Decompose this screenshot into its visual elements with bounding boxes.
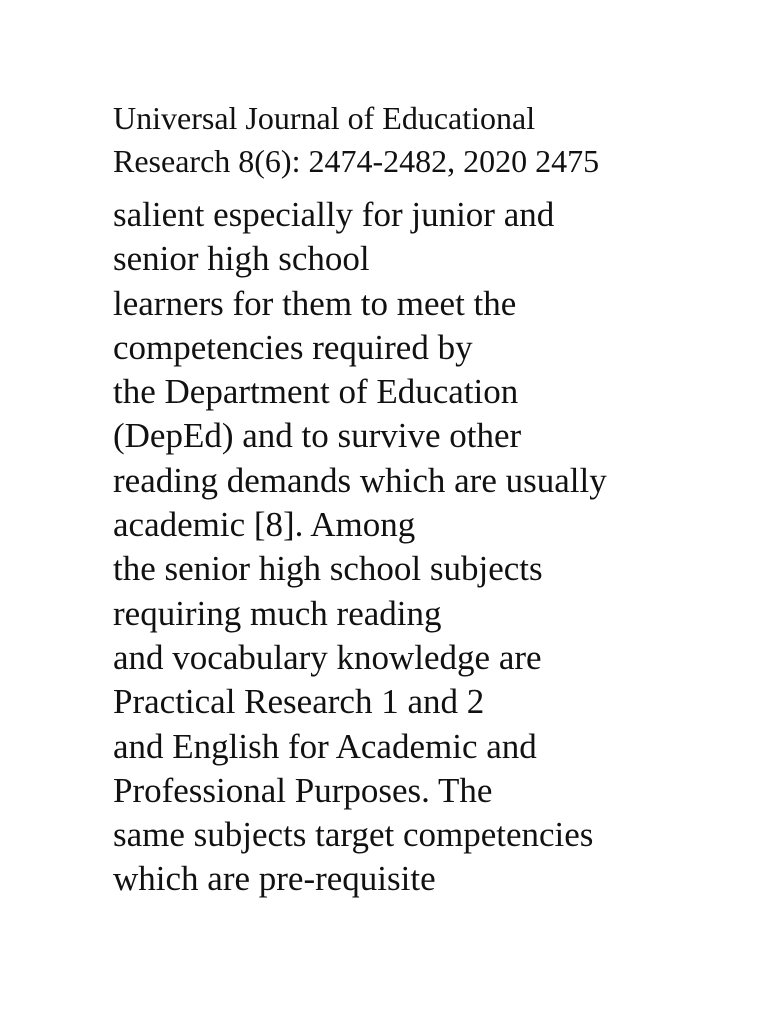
body-line: the senior high school subjects <box>113 549 543 589</box>
header-line: Universal Journal of Educational <box>113 100 536 136</box>
body-line: (DepEd) and to survive other <box>113 416 522 456</box>
body-line: same subjects target competencies <box>113 815 594 855</box>
body-line: and vocabulary knowledge are <box>113 637 542 677</box>
body-line: learners for them to meet the <box>113 283 517 323</box>
body-line: Professional Purposes. The <box>113 770 493 810</box>
body-line: which are pre-requisite <box>113 859 436 899</box>
body-line: competencies required by <box>113 327 473 367</box>
body-line: salient especially for junior and <box>113 195 555 234</box>
body-line: academic [8]. Among <box>113 505 416 545</box>
body-line: Practical Research 1 and 2 <box>113 682 485 722</box>
journal-header <box>113 97 733 183</box>
header-line: Research 8(6): 2474-2482, 2020 2475 <box>113 143 600 179</box>
body-line: reading demands which are usually <box>113 460 607 500</box>
body-paragraph <box>113 193 753 902</box>
body-line: and English for Academic and <box>113 726 537 766</box>
body-line: senior high school <box>113 239 370 279</box>
body-line: requiring much reading <box>113 593 442 633</box>
body-line: the Department of Education <box>113 372 519 412</box>
